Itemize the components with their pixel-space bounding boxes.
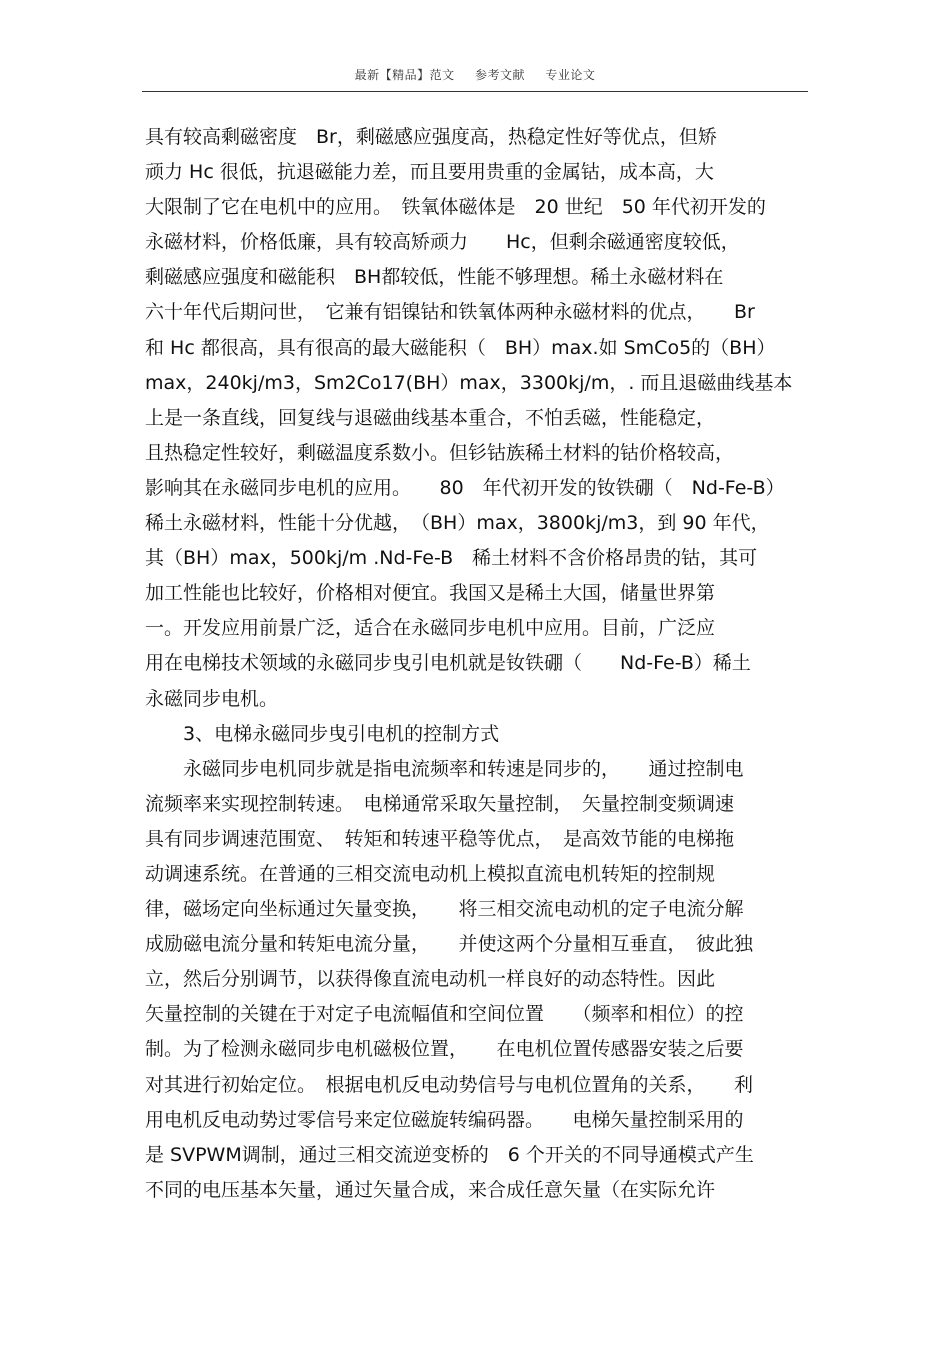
text-line: 影响其在永磁同步电机的应用。 80 年代初开发的钕铁硼（ Nd-Fe-B） <box>145 476 785 499</box>
text-line: 顽力 Hc 很低，抗退磁能力差，而且要用贵重的金属钴，成本高，大 <box>145 161 714 184</box>
section-heading: 3、电梯永磁同步曳引电机的控制方式 <box>145 722 500 745</box>
text-line: 用在电梯技术领域的永磁同步曳引电机就是钕铁硼（ Nd-Fe-B）稀土 <box>145 652 751 675</box>
text-line: 一。开发应用前景广泛，适合在永磁同步电机中应用。目前，广泛应 <box>145 617 716 640</box>
header-item-lunwen: 专业论文 <box>545 68 596 82</box>
text-line: 律，磁场定向坐标通过矢量变换， 将三相交流电动机的定子电流分解 <box>145 898 744 921</box>
text-line: 立，然后分别调节，以获得像直流电动机一样良好的动态特性。因此 <box>145 968 716 991</box>
text-line: 六十年代后期问世， 它兼有铝镍钴和铁氧体两种永磁材料的优点， Br <box>145 301 755 324</box>
header-item-fanwen: 最新【精品】范文 <box>354 68 455 82</box>
text-line: 制。为了检测永磁同步电机磁极位置， 在电机位置传感器安装之后要 <box>145 1038 744 1061</box>
text-line: 上是一条直线，回复线与退磁曲线基本重合，不怕丢磁，性能稳定， <box>145 406 716 429</box>
text-line: 对其进行初始定位。 根据电机反电动势信号与电机位置角的关系， 利 <box>145 1073 754 1096</box>
page-header <box>0 66 950 83</box>
text-line: 永磁材料，价格低廉，具有较高矫顽力 Hc，但剩余磁通密度较低， <box>145 231 740 254</box>
text-line: 成励磁电流分量和转矩电流分量， 并使这两个分量相互垂直， 彼此独 <box>145 933 754 956</box>
text-line: 其（BH）max，500kj/m .Nd-Fe-B 稀土材料不含价格昂贵的钴，其可 <box>145 547 758 570</box>
text-line: 用电机反电动势过零信号来定位磁旋转编码器。 电梯矢量控制采用的 <box>145 1108 744 1131</box>
text-line: 具有较高剩磁密度 Br，剩磁感应强度高，热稳定性好等优点，但矫 <box>145 126 717 148</box>
text-line: 动调速系统。在普通的三相交流电动机上模拟直流电机转矩的控制规 <box>145 862 716 885</box>
text-line: 是 SVPWM调制，通过三相交流逆变桥的 6 个开关的不同导通模式产生 <box>145 1143 754 1166</box>
document-body <box>145 120 810 1208</box>
text-line: 加工性能也比较好，价格相对便宜。我国又是稀土大国，储量世界第 <box>145 582 716 605</box>
text-line: 永磁同步电机。 <box>145 687 279 710</box>
text-line: 剩磁感应强度和磁能积 BH都较低，性能不够理想。稀土永磁材料在 <box>145 266 724 289</box>
text-line: 永磁同步电机同步就是指电流频率和转速是同步的， 通过控制电 <box>145 757 744 780</box>
text-line: 大限制了它在电机中的应用。 铁氧体磁体是 20 世纪 50 年代初开发的 <box>145 196 766 219</box>
text-line: 具有同步调速范围宽、 转矩和转速平稳等优点， 是高效节能的电梯拖 <box>145 827 735 850</box>
text-line: max，240kj/m3，Sm2Co17(BH）max，3300kj/m，. 而且退磁曲线基本 <box>145 371 793 394</box>
text-line: 不同的电压基本矢量，通过矢量合成，来合成任意矢量（在实际允许 <box>145 1178 716 1201</box>
text-line: 流频率来实现控制转速。 电梯通常采取矢量控制， 矢量控制变频调速 <box>145 792 735 815</box>
text-line: 且热稳定性较好，剩磁温度系数小。但钐钴族稀土材料的钴价格较高， <box>145 441 735 464</box>
text-line: 和 Hc 都很高，具有很高的最大磁能积（ BH）max.如 SmCo5的（BH） <box>145 336 776 359</box>
header-divider <box>142 91 808 92</box>
text-line: 矢量控制的关键在于对定子电流幅值和空间位置 （频率和相位）的控 <box>145 1003 744 1026</box>
header-item-cankao: 参考文献 <box>474 68 525 82</box>
text-line: 稀土永磁材料，性能十分优越， （BH）max，3800kj/m3，到 90 年代， <box>145 512 770 535</box>
